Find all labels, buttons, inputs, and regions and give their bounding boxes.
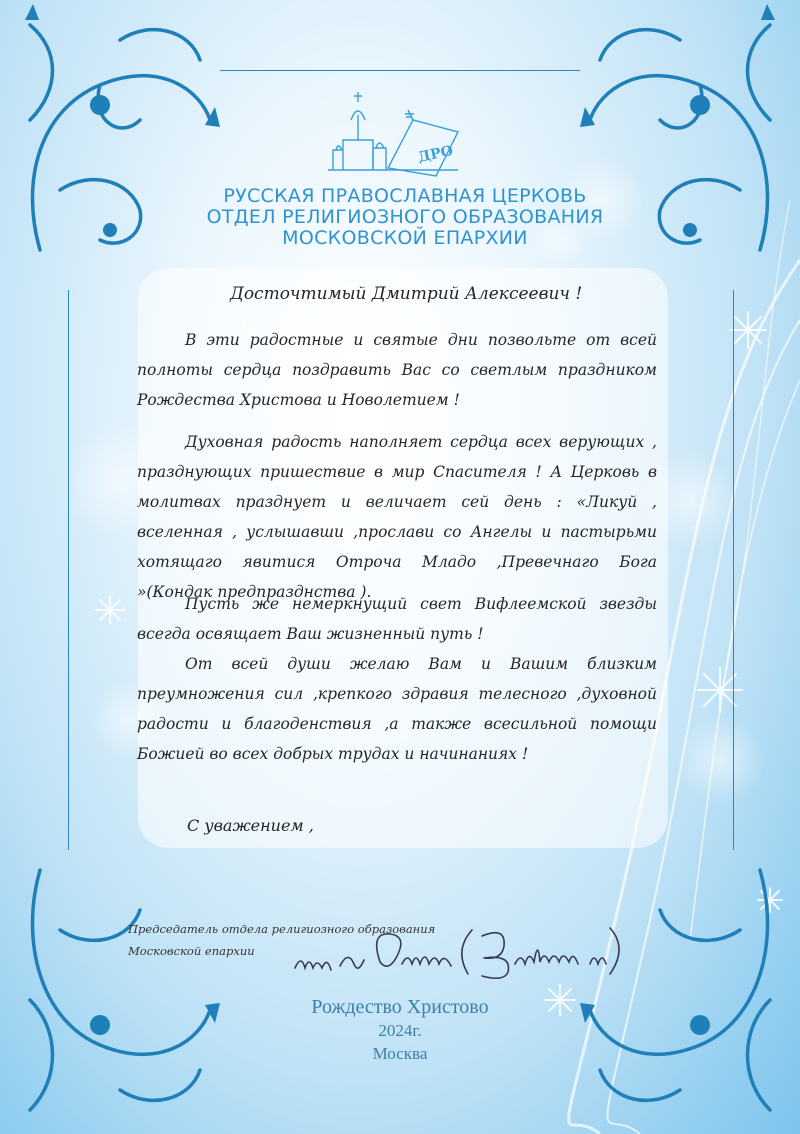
paragraph-1: В эти радостные и святые дни позвольте от всей полноты сердца поздравить Вас со светлым праздником Рождества Христова и Новолетием ! <box>137 331 657 409</box>
org-line-3: МОСКОВСКОЙ ЕПАРХИИ <box>282 227 528 249</box>
org-line-2: ОТДЕЛ РЕЛИГИОЗНОГО ОБРАЗОВАНИЯ <box>206 206 604 228</box>
org-line-1: РУССКАЯ ПРАВОСЛАВНАЯ ЦЕРКОВЬ <box>223 185 587 207</box>
frame-top-line <box>220 70 580 71</box>
footer-holiday: Рождество Христово <box>311 996 489 1018</box>
frame-left-line <box>68 290 69 850</box>
church-book-emblem-icon <box>318 80 468 180</box>
svg-text:ДРО: ДРО <box>416 142 455 166</box>
signatory-title-2: Московской епархии <box>128 944 255 958</box>
handwritten-signature <box>290 918 630 990</box>
footer-year: 2024г. <box>378 1021 422 1040</box>
greeting: Досточтимый Дмитрий Алексеевич ! <box>230 284 583 304</box>
paragraph-3: Пусть же немеркнущий свет Вифлеемской звезды всегда освящает Ваш жизненный путь ! <box>137 595 657 643</box>
regards: С уважением , <box>187 816 314 835</box>
frame-right-line <box>733 290 734 850</box>
paragraph-2: Духовная радость наполняет сердца всех верующих , празднующих пришествие в мир Спасителя ! А Церковь в молитвах празднует и величает сей день : «Ликуй , вселенная , услышавши ,прослави со Ангелы и пастырьми хотящаго явитися Отроча Младо ,Превечнаго Бога »(Кондак предпразднства ). <box>137 433 657 601</box>
paragraph-4: От всей души желаю Вам и Вашим близким преумножения сил ,крепкого здравия телесного ,духовной радости и благоденствия ,а также всесильной помощи Божией во всех добрых трудах и начинаниях ! <box>137 655 657 763</box>
signatory-title-1: Председатель отдела религиозного образования <box>128 922 436 936</box>
footer-city: Москва <box>372 1044 428 1063</box>
